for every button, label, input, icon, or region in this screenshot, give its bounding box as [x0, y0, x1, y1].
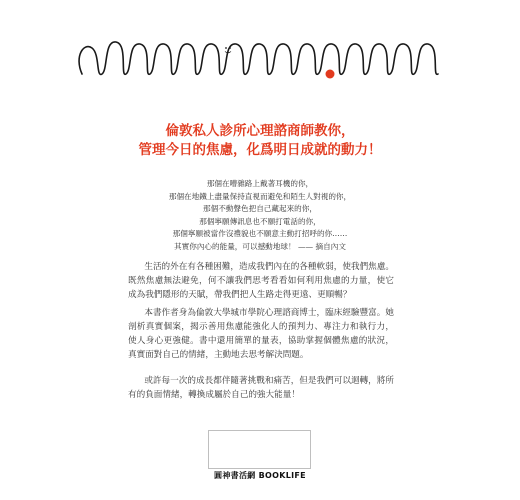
headline — [0, 122, 520, 160]
poem-line: 其實你內心的能量，可以撼動地球！ —— 摘自內文 — [174, 241, 346, 251]
squiggle-line — [79, 42, 438, 75]
barcode-placeholder — [208, 430, 311, 469]
poem-line: 那個在嘈雜路上戴著耳機的你， — [206, 179, 314, 188]
publisher-logo — [0, 470, 520, 481]
body-paragraph-1: 生活的外在有各種困難，造成我們內在的各種軟弱，使我們焦慮。既然焦慮無法避免，何不讓我們思考看看如何利用焦慮的力量，使它成為我們隱形的天賦，帶我們把人生路走得更遠、更順暢？ — [128, 262, 394, 300]
headline-line-1: 倫敦私人診所心理諮商師教你， — [165, 123, 355, 139]
body-paragraph-3: 或許每一次的成長都伴隨著挑戰和痛苦，但是我們可以迴轉，將所有的負面情緒，轉換成屬於自己的強大能量！ — [128, 376, 394, 400]
poem-line: 那個在地鐵上盡量保持直視而避免和陌生人對視的你， — [168, 191, 352, 201]
squiggle-line-illustration — [78, 34, 442, 84]
poem-line: 那個寧願被當作沒禮貌也不願意主動打招呼的你…… — [172, 229, 348, 239]
body-paragraph-2: 本書作者身為倫敦大學城市學院心理諮商博士，臨床經驗豐富。她剖析真實個案，揭示善用焦慮能強化人的預判力、專注力和執行力，使人身心更強健。書中還用簡單的量表，協助掌握個體焦慮的狀況，真實面對自己的情緒，主動地去思考解決問題。 — [128, 308, 394, 360]
publisher-name: 圓神書活網 — [214, 471, 256, 480]
poem-excerpt — [0, 178, 520, 254]
headline-line-2: 管理今日的焦慮，化爲明日成就的動力！ — [138, 142, 382, 158]
poem-line: 那個不動聲色把自己藏起來的你， — [203, 204, 317, 214]
publisher-brand: BOOKLIFE — [258, 471, 306, 480]
red-dot-icon — [326, 70, 335, 79]
poem-line: 那個寧願傳訊息也不願打電話的你， — [199, 216, 321, 226]
